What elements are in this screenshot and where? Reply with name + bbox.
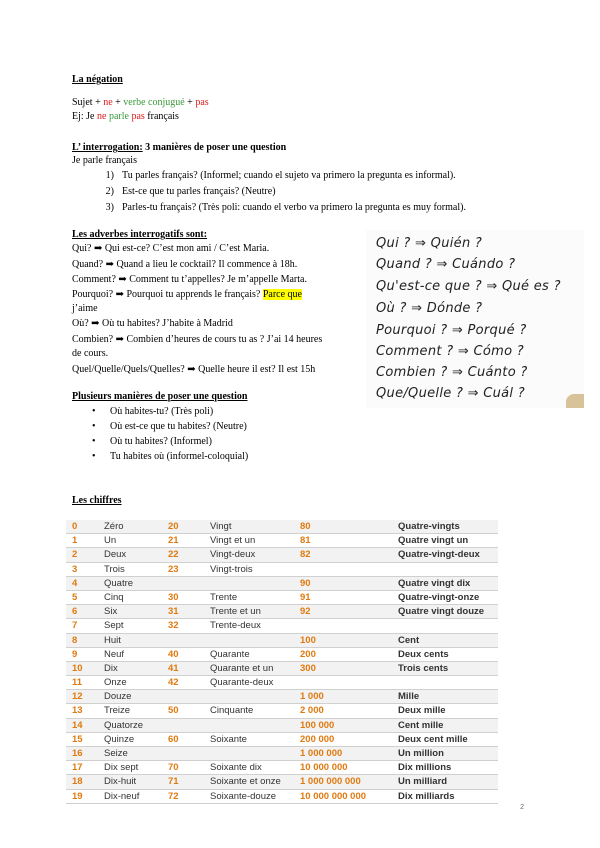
number-cell: 32 <box>168 620 179 632</box>
number-cell: 70 <box>168 762 179 774</box>
table-row <box>66 733 498 747</box>
number-cell: 200 000 <box>300 733 335 745</box>
word-cell: Quarante-deux <box>210 677 274 689</box>
number-cell: 19 <box>72 790 83 802</box>
word-cell: Deux mille <box>398 705 446 717</box>
handwritten-line: Qui ? ⇒ Quién ? <box>376 236 483 251</box>
table-row <box>66 605 498 619</box>
number-cell: 80 <box>300 521 311 532</box>
word-cell: Trente-deux <box>210 620 261 632</box>
manieres-title: Plusieurs manières de poser une question <box>72 391 248 402</box>
word-cell: Zéro <box>104 521 124 532</box>
adverbe-line: j’aime <box>72 303 98 314</box>
table-row <box>66 577 498 591</box>
adverbe-line: de cours. <box>72 348 109 359</box>
table-row <box>66 761 498 775</box>
list-item: • Où habites-tu? (Très poli) <box>92 404 248 419</box>
table-row <box>66 591 498 605</box>
number-cell: 11 <box>72 677 83 689</box>
word-cell: Dix milliards <box>398 790 455 802</box>
number-cell: 21 <box>168 535 179 547</box>
word-cell: Quatre vingt un <box>398 535 469 547</box>
word-cell: Sept <box>104 620 124 632</box>
number-cell: 10 000 000 000 <box>300 790 367 802</box>
number-cell: 41 <box>168 662 179 674</box>
table-row <box>66 563 498 577</box>
word-cell: Vingt et un <box>210 535 256 547</box>
word-cell: Treize <box>104 705 131 717</box>
number-cell: 23 <box>168 563 179 575</box>
word-cell: Seize <box>104 748 128 759</box>
number-cell: 5 <box>72 591 78 603</box>
number-cell: 81 <box>300 535 311 547</box>
number-cell: 92 <box>300 606 311 618</box>
table-row <box>66 662 498 676</box>
number-cell: 8 <box>72 634 78 646</box>
negation-example: Ej: Je ne parle pas français <box>72 111 179 122</box>
table-row <box>66 534 498 548</box>
adverbe-line: Quel/Quelle/Quels/Quelles? ➡ Quelle heure il est? Il est 15h <box>72 364 316 375</box>
adverbe-line: Quand? ➡ Quand a lieu le cocktail? Il commence à 18h. <box>72 259 298 270</box>
table-row <box>66 747 498 761</box>
number-cell: 90 <box>300 577 311 589</box>
number-cell: 2 000 <box>300 705 324 717</box>
word-cell: Deux cents <box>398 648 449 660</box>
adverbe-line: Combien? ➡ Combien d’heures de cours tu as ? J’ai 14 heures <box>72 334 323 345</box>
number-cell: 42 <box>168 677 179 689</box>
word-cell: Cent mille <box>398 719 444 731</box>
number-cell: 1 <box>72 535 78 547</box>
word-cell: Quatre vingt dix <box>398 577 471 589</box>
number-cell: 200 <box>300 648 316 660</box>
highlight: Parce que <box>262 289 302 300</box>
table-row <box>66 704 498 718</box>
adverbe-line: Qui? ➡ Qui est-ce? C’est mon ami / C’est Maria. <box>72 243 270 254</box>
word-cell: Quatre <box>104 577 134 589</box>
number-cell: 40 <box>168 648 179 660</box>
word-cell: Quatre-vingt-deux <box>398 549 480 561</box>
table-row <box>66 719 498 733</box>
handwritten-notes-image <box>366 230 584 408</box>
handwritten-line: Où ? ⇒ Dónde ? <box>376 301 483 316</box>
word-cell: Un million <box>398 748 444 759</box>
number-cell: 17 <box>72 762 83 774</box>
chiffres-title: Les chiffres <box>72 495 122 506</box>
word-cell: Trente <box>210 591 238 603</box>
number-cell: 10 000 000 <box>300 762 348 774</box>
page-number: 2 <box>520 804 524 811</box>
word-cell: Un <box>104 535 117 547</box>
handwritten-line: Que/Quelle ? ⇒ Cuál ? <box>376 386 525 401</box>
handwritten-line: Pourquoi ? ⇒ Porqué ? <box>376 323 527 338</box>
interrogation-list <box>92 168 466 216</box>
number-cell: 31 <box>168 606 179 618</box>
number-cell: 71 <box>168 776 179 788</box>
word-cell: Neuf <box>104 648 125 660</box>
word-cell: Deux cent mille <box>398 733 468 745</box>
word-cell: Dix millions <box>398 762 452 774</box>
number-cell: 13 <box>72 705 83 717</box>
word-cell: Cinq <box>104 591 124 603</box>
word-cell: Vingt-trois <box>210 563 253 575</box>
table-row <box>66 690 498 704</box>
number-cell: 30 <box>168 591 179 603</box>
list-item: • Tu habites où (informel-coloquial) <box>92 449 248 464</box>
adverbe-line: Où? ➡ Où tu habites? J’habite à Madrid <box>72 318 233 329</box>
number-cell: 300 <box>300 662 316 674</box>
table-row <box>66 676 498 690</box>
number-cell: 12 <box>72 691 83 703</box>
number-cell: 16 <box>72 748 83 759</box>
handwritten-line: Combien ? ⇒ Cuánto ? <box>376 365 528 380</box>
handwritten-line: Comment ? ⇒ Cómo ? <box>376 344 524 359</box>
number-cell: 1 000 000 000 <box>300 776 361 788</box>
list-item: • Où est-ce que tu habites? (Neutre) <box>92 419 248 434</box>
number-cell: 10 <box>72 662 83 674</box>
numbers-table <box>66 520 498 804</box>
word-cell: Douze <box>104 691 132 703</box>
number-cell: 18 <box>72 776 83 788</box>
word-cell: Soixante-douze <box>210 790 277 802</box>
word-cell: Quatre-vingts <box>398 521 460 532</box>
number-cell: 0 <box>72 521 78 532</box>
list-item: 1) Tu parles français? (Informel; cuando el sujeto va primero la pregunta es informal). <box>105 170 456 181</box>
word-cell: Onze <box>104 677 127 689</box>
word-cell: Quatre vingt douze <box>398 606 485 618</box>
word-cell: Soixante dix <box>210 762 262 774</box>
interrogation-title: L’ interrogation: 3 manières de poser une question <box>72 142 287 153</box>
negation-formula: Sujet + ne + verbe conjugué + pas <box>72 97 209 108</box>
word-cell: Dix-neuf <box>104 790 140 802</box>
handwritten-line: Qu'est-ce que ? ⇒ Qué es ? <box>376 279 561 294</box>
number-cell: 100 <box>300 634 316 646</box>
number-cell: 1 000 000 <box>300 748 343 759</box>
word-cell: Trente et un <box>210 606 261 618</box>
number-cell: 22 <box>168 549 179 561</box>
adverbes-title: Les adverbes interrogatifs sont: <box>72 229 208 240</box>
number-cell: 1 000 <box>300 691 324 703</box>
table-row <box>66 634 498 648</box>
interrogation-intro: Je parle français <box>72 155 137 166</box>
word-cell: Trois <box>104 563 125 575</box>
word-cell: Vingt-deux <box>210 549 256 561</box>
word-cell: Quatorze <box>104 719 144 731</box>
number-cell: 7 <box>72 620 78 632</box>
number-cell: 6 <box>72 606 78 618</box>
number-cell: 20 <box>168 521 179 532</box>
number-cell: 3 <box>72 563 78 575</box>
word-cell: Trois cents <box>398 662 449 674</box>
table-row <box>66 775 498 789</box>
number-cell: 72 <box>168 790 179 802</box>
word-cell: Dix <box>104 662 118 674</box>
word-cell: Dix-huit <box>104 776 137 788</box>
number-cell: 4 <box>72 577 78 589</box>
handwritten-line: Quand ? ⇒ Cuándo ? <box>376 257 516 272</box>
word-cell: Cent <box>398 634 420 646</box>
list-item: 3) Parles-tu français? (Très poli: cuando el verbo va primero la pregunta es muy formal). <box>105 202 466 213</box>
table-row <box>66 648 498 662</box>
number-cell: 14 <box>72 719 83 731</box>
table-row <box>66 790 498 804</box>
list-item: • Où tu habites? (Informel) <box>92 434 248 449</box>
word-cell: Vingt <box>210 521 232 532</box>
word-cell: Un milliard <box>398 776 448 788</box>
negation-title: La négation <box>72 74 123 85</box>
word-cell: Quinze <box>104 733 135 745</box>
word-cell: Huit <box>104 634 121 646</box>
number-cell: 50 <box>168 705 179 717</box>
manieres-list <box>92 404 248 464</box>
word-cell: Quarante <box>210 648 250 660</box>
number-cell: 91 <box>300 591 311 603</box>
word-cell: Quatre-vingt-onze <box>398 591 480 603</box>
number-cell: 82 <box>300 549 311 561</box>
word-cell: Cinquante <box>210 705 254 717</box>
number-cell: 9 <box>72 648 78 660</box>
table-row <box>66 520 498 534</box>
number-cell: 100 000 <box>300 719 335 731</box>
number-cell: 15 <box>72 733 83 745</box>
word-cell: Soixante <box>210 733 247 745</box>
word-cell: Dix sept <box>104 762 139 774</box>
adverbe-line: Pourquoi? ➡ Pourquoi tu apprends le français? Parce que <box>72 289 302 300</box>
word-cell: Six <box>104 606 118 618</box>
table-row <box>66 619 498 633</box>
word-cell: Mille <box>398 691 420 703</box>
word-cell: Quarante et un <box>210 662 274 674</box>
list-item: 2) Est-ce que tu parles français? (Neutre) <box>105 186 276 197</box>
number-cell: 60 <box>168 733 179 745</box>
word-cell: Deux <box>104 549 127 561</box>
cartoon-character-icon <box>566 394 584 408</box>
word-cell: Soixante et onze <box>210 776 281 788</box>
adverbe-line: Comment? ➡ Comment tu t’appelles? Je m’appelle Marta. <box>72 274 307 285</box>
number-cell: 2 <box>72 549 78 561</box>
table-row <box>66 548 498 562</box>
